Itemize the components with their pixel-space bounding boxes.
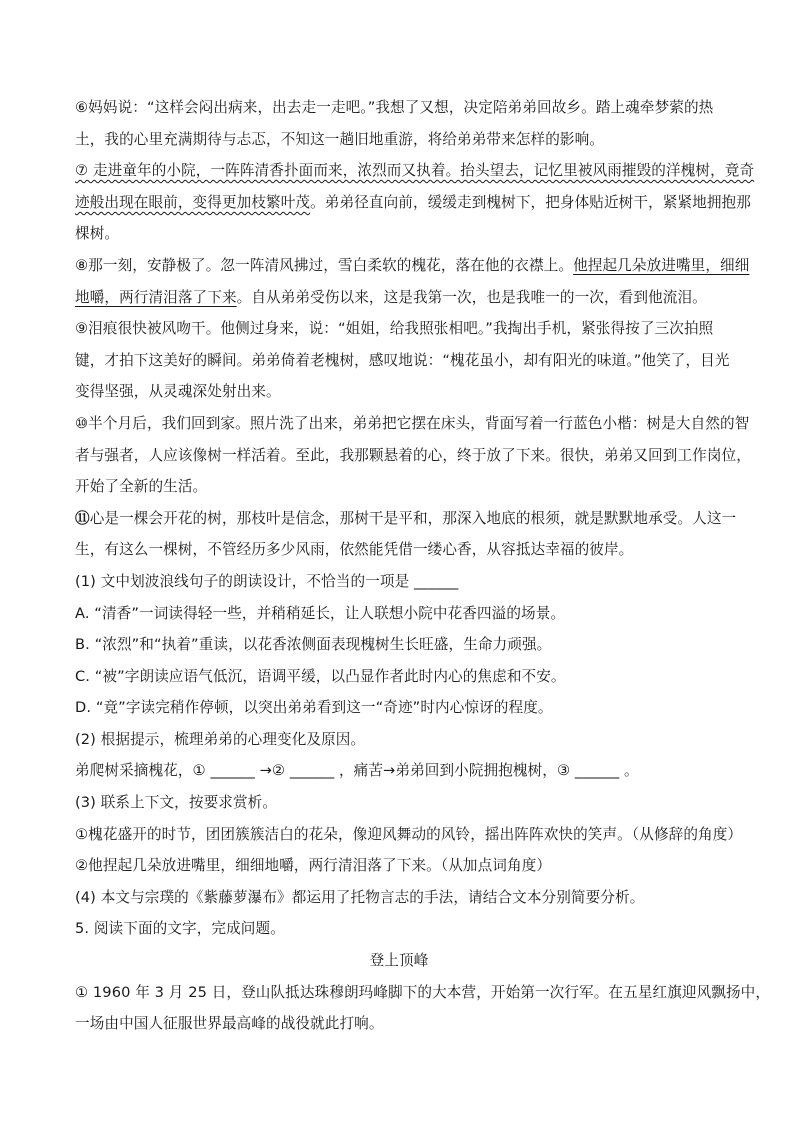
section-5-paragraph-1-line-2: 一场由中国人征服世界最高峰的战役就此打响。	[75, 1015, 384, 1033]
question-4: (4) 本文与宗璞的《紫藤萝瀑布》都运用了托物言志的手法，请结合文本分别简要分析。	[75, 888, 645, 906]
passage-title: 登上顶峰	[369, 952, 429, 970]
paragraph-11-line-1-text: 心是一棵会开花的树，那枝叶是信念，那树干是平和，那深入地底的根须，就是默默地承受。人这一	[89, 509, 737, 527]
question-1-option-a: A. “清香”一词读得轻一些，并稍稍延长，让人联想小院中花香四溢的场景。	[75, 604, 566, 622]
paragraph-6-line-1: ⑥妈妈说：“这样会闷出病来，出去走一走吧。”我想了又想，决定陪弟弟回故乡。踏上魂牵梦萦的热	[75, 99, 714, 116]
wavy-underlined-sentence: ⑦ 走进童年的小院，一阵阵清香扑面而来，浓烈而又执着。抬头望去，记忆里被风雨摧毁的洋槐树，竟奇	[75, 162, 755, 180]
question-1-option-c: C. “被”字朗读应语气低沉，语调平缓，以凸显作者此时内心的焦虑和不安。	[75, 667, 566, 685]
paragraph-8-line-2-rest: 。自从弟弟受伤以来，这是我第一次，也是我唯一的一次，看到他流泪。	[236, 288, 707, 306]
section-5-intro: 5. 阅读下面的文字，完成问题。	[75, 920, 285, 938]
question-3: (3) 联系上下文，按要求赏析。	[75, 794, 278, 812]
paragraph-9-line-1: ⑨泪痕很快被风吻干。他侧过身来，说：“姐姐，给我照张相吧。”我掏出手机，紧张得按了三次拍照	[75, 320, 714, 338]
paragraph-number-11: ⑪	[75, 509, 90, 527]
underlined-sentence: 他捏起几朵放进嘴里，细细	[573, 256, 750, 274]
paragraph-8-line-2	[75, 282, 723, 314]
paragraph-7-line-3: 棵树。	[75, 225, 120, 243]
question-2-fill-blanks: 弟爬树采摘槐花，① ______ →② ______ ，痛苦→弟弟回到小院拥抱槐树，③ ______ 。	[75, 762, 639, 780]
question-2: (2) 根据提示，梳理弟弟的心理变化及原因。	[75, 730, 366, 748]
question-1: (1) 文中划波浪线句子的朗读设计，不恰当的一项是 ______	[75, 572, 459, 590]
paragraph-8-line-1-plain: ⑧那一刻，安静极了。忽一阵清风拂过，雪白柔软的槐花，落在他的衣襟上。	[75, 256, 574, 274]
paragraph-6-line-2: 土，我的心里充满期待与忐忑，不知这一趟旧地重游，将给弟弟带来怎样的影响。	[75, 130, 604, 148]
paragraph-11-line-2: 生，有这么一棵树，不管经历多少风雨，依然能凭借一缕心香，从容抵达幸福的彼岸。	[75, 541, 634, 559]
paragraph-9-line-2: 键，才拍下这美好的瞬间。弟弟倚着老槐树，感叹地说：“槐花虽小，却有阳光的味道。”他笑了，目光	[75, 351, 730, 369]
paragraph-7-line-2	[75, 187, 751, 219]
document-page	[75, 92, 771, 1040]
paragraph-10-line-2: 者与强者，人应该像树一样活着。至此，我那颗悬着的心，终于放了下来。很快，弟弟又回到工作岗位，	[75, 446, 751, 464]
paragraph-10-line-3: 开始了全新的生活。	[75, 478, 208, 496]
paragraph-11-line-1	[75, 503, 737, 535]
paragraph-7-line-1	[75, 155, 755, 187]
question-3-item-1: ①槐花盛开的时节，团团簇簇洁白的花朵，像迎风舞动的风铃，摇出阵阵欢快的笑声。（从修辞的角度）	[75, 825, 743, 843]
underlined-sentence-end: 地嚼，两行清泪落了下来	[75, 288, 237, 306]
question-3-item-2: ②他捏起几朵放进嘴里，细细地嚼，两行清泪落了下来。（从加点词角度）	[75, 857, 552, 875]
wavy-underlined-sentence-end: 迹般出现在眼前，变得更加枝繁叶茂	[75, 193, 311, 211]
paragraph-8-line-1	[75, 250, 750, 282]
paragraph-10-line-1: ⑩半个月后，我们回到家。照片洗了出来，弟弟把它摆在床头，背面写着一行蓝色小楷：树是大自然的智	[75, 414, 750, 432]
paragraph-9-line-3: 变得坚强，从灵魂深处射出来。	[75, 383, 281, 401]
paragraph-7-line-2-rest: 。弟弟径直向前，缓缓走到槐树下，把身体贴近树干，紧紧地拥抱那	[310, 193, 751, 211]
question-1-option-b: B. “浓烈”和“执着”重读，以花香浓侧面表现槐树生长旺盛，生命力顽强。	[75, 636, 552, 654]
question-1-option-d: D. “竟”字读完稍作停顿，以突出弟弟看到这一“奇迹”时内心惊讶的程度。	[75, 699, 553, 717]
section-5-paragraph-1-line-1: ① 1960 年 3 月 25 日，登山队抵达珠穆朗玛峰脚下的大本营，开始第一次行军。在五星红旗迎风飘扬中，	[75, 983, 771, 1001]
